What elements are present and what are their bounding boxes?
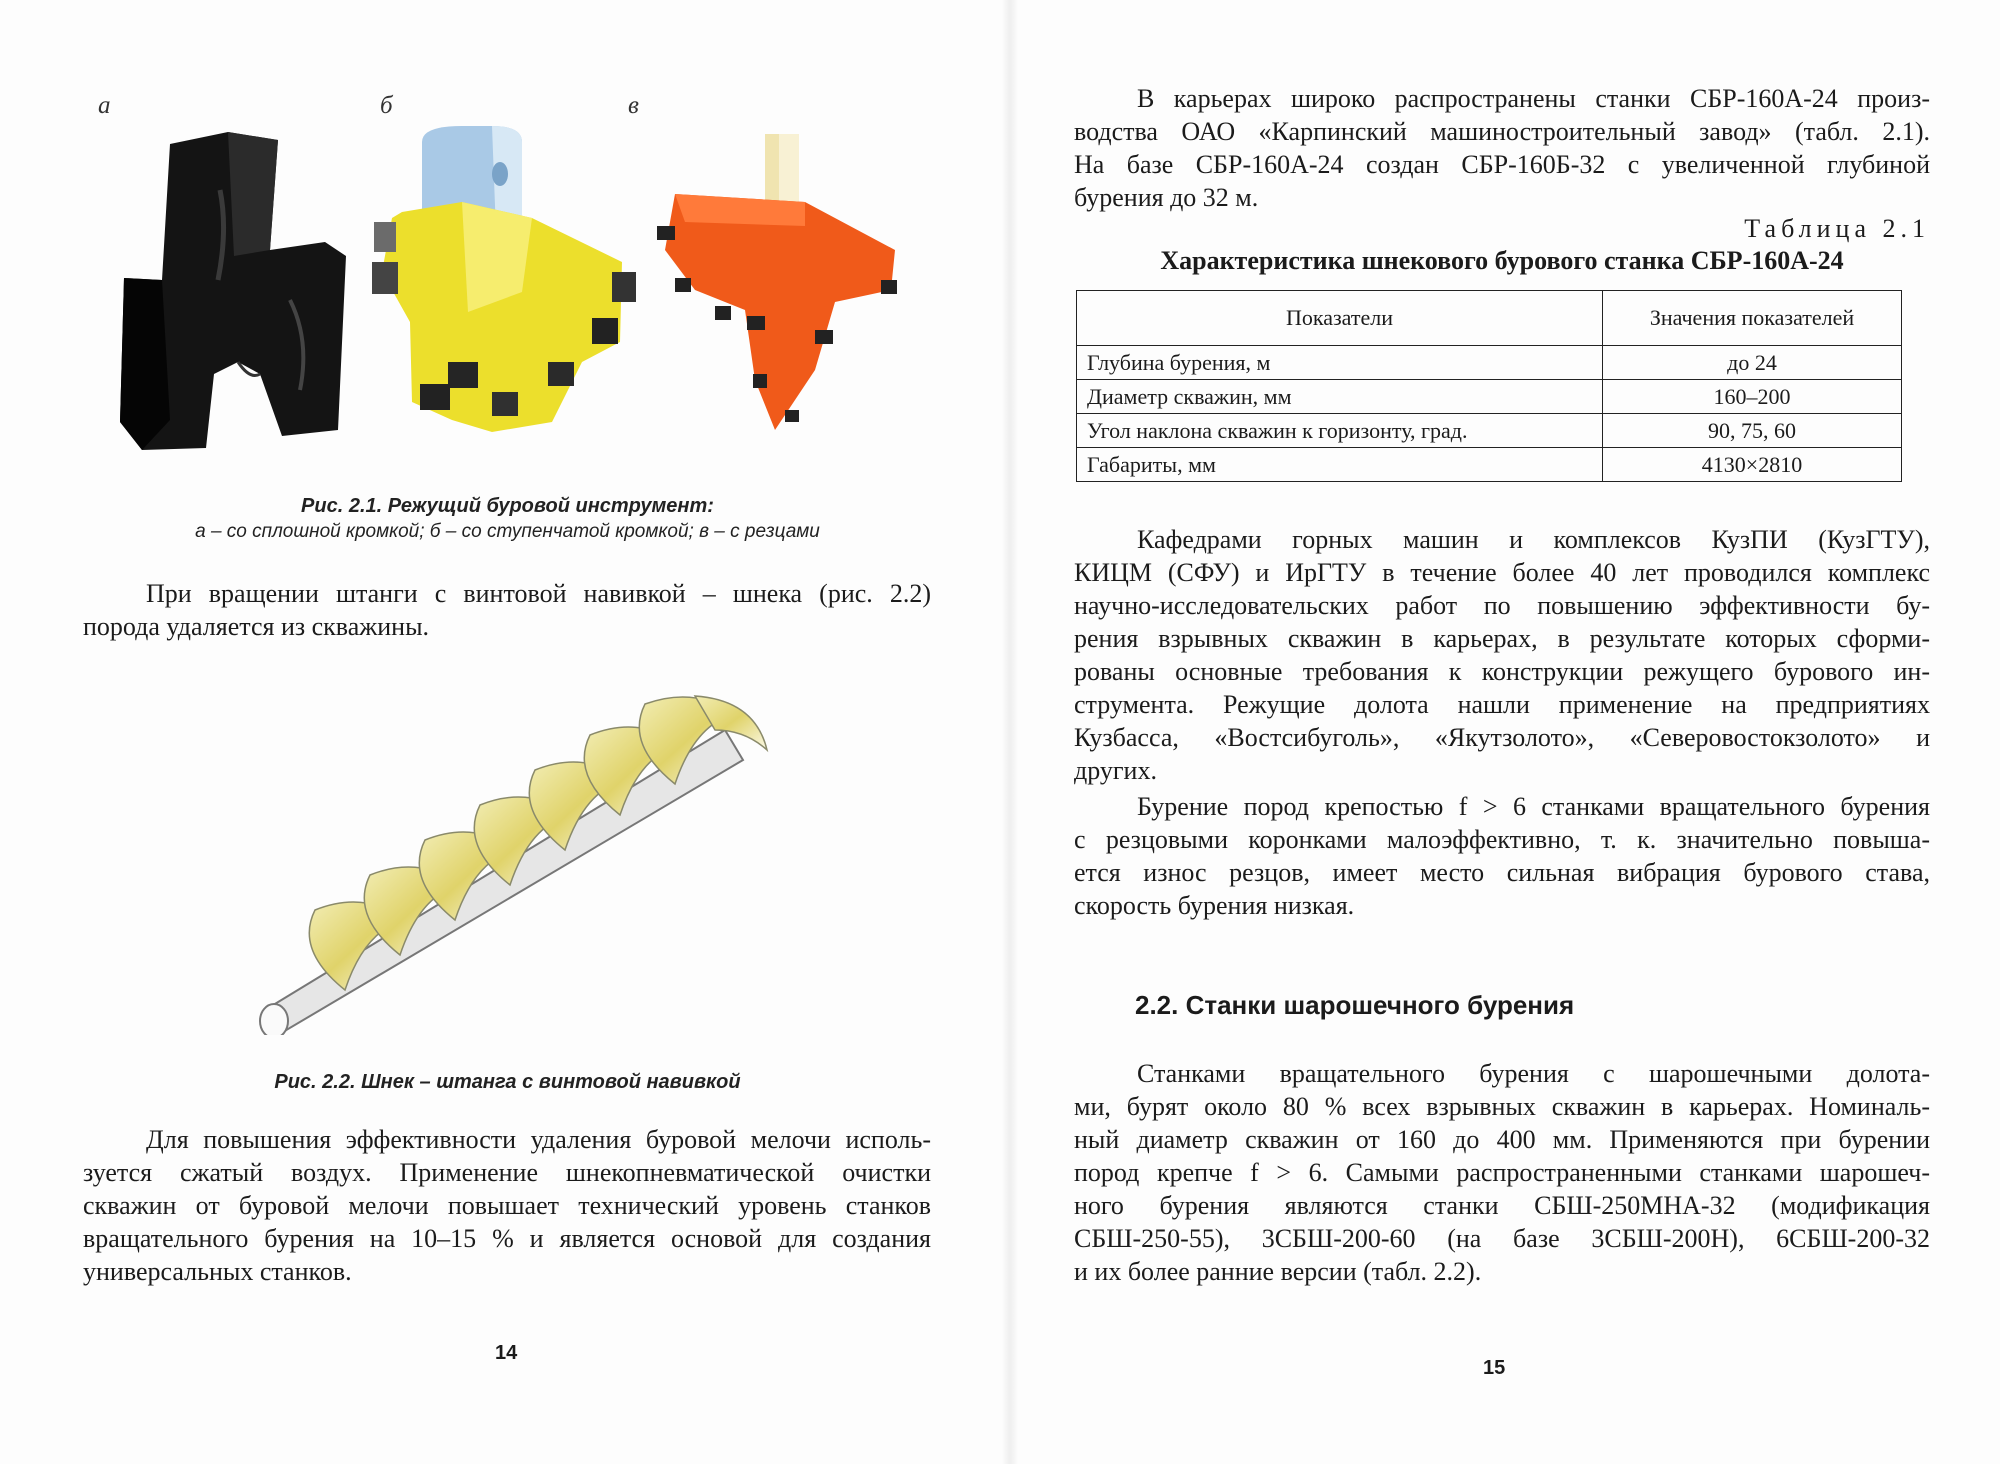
- table-header-row: [1077, 291, 1902, 346]
- right-paragraph-2: [1074, 523, 1930, 787]
- text-line: зуется сжатый воздух. Применение шнекопневматической очистки: [83, 1158, 931, 1187]
- text-line: вращательного бурения на 10–15 % и является основой для создания: [83, 1224, 931, 1253]
- text-line: пород крепче f > 6. Самыми распространенными станками шарошеч-: [1074, 1158, 1930, 1187]
- table-cell-parameter: Глубина бурения, м: [1077, 346, 1603, 380]
- right-paragraph-3: [1074, 790, 1930, 922]
- table-cell-parameter: Габариты, мм: [1077, 448, 1603, 482]
- text-line: Для повышения эффективности удаления буровой мелочи исполь-: [146, 1125, 931, 1154]
- table-cell-parameter: Угол наклона скважин к горизонту, град.: [1077, 414, 1603, 448]
- text-line: порода удаляется из скважины.: [83, 612, 430, 641]
- page-number-right: 15: [1483, 1357, 1506, 1379]
- right-page: [1010, 0, 2000, 1464]
- text-line: рованы основные требования к конструкции режущего бурового ин-: [1074, 657, 1930, 686]
- text-line: В карьерах широко распространены станки СБР-160А-24 произ-: [1137, 84, 1930, 113]
- text-line: Бурение пород крепостью f > 6 станками вращательного бурения: [1137, 792, 1930, 821]
- table-row: [1077, 380, 1902, 414]
- right-paragraph-4: [1074, 1057, 1930, 1288]
- text-line: ного бурения являются станки СБШ-250МНА-32 (модификация: [1074, 1191, 1930, 1220]
- table-header-cell: Показатели: [1077, 291, 1603, 346]
- text-line: рения взрывных скважин в карьерах, в результате которых сформи-: [1074, 624, 1930, 653]
- drill-bit-solid-edge-image: [110, 130, 350, 450]
- text-line: научно-исследовательских работ по повышению эффективности бу-: [1074, 591, 1930, 620]
- text-line: и их более ранние версии (табл. 2.2).: [1074, 1257, 1482, 1286]
- figure-2-1-caption: [80, 495, 935, 543]
- left-paragraph-2: [83, 1123, 931, 1288]
- text-line: Станками вращательного бурения с шарошечными долота-: [1137, 1059, 1930, 1088]
- specification-table: [1076, 290, 1902, 482]
- text-line: Кафедрами горных машин и комплексов КузПИ (КузГТУ),: [1137, 525, 1930, 554]
- drill-bit-with-cutters-image: [655, 130, 915, 430]
- right-paragraph-1: [1074, 82, 1930, 214]
- table-cell-value: до 24: [1603, 346, 1902, 380]
- figure-label-v: в: [628, 92, 639, 119]
- figure-2-2-caption-text: Рис. 2.2. Шнек – штанга с винтовой навивкой: [274, 1071, 741, 1093]
- figure-label-a: а: [98, 92, 111, 119]
- text-line: СБШ-250-55), 3СБШ-200-60 (на базе 3СБШ-200Н), 6СБШ-200-32: [1074, 1224, 1930, 1253]
- text-line: Кузбасса, «Востсибуголь», «Якутзолото», «Северовостокзолото» и: [1074, 723, 1930, 752]
- text-line: бурения до 32 м.: [1074, 183, 1259, 212]
- table-cell-value: 160–200: [1603, 380, 1902, 414]
- table-label: Таблица 2.1: [1744, 214, 1930, 243]
- text-line: ми, бурят около 80 % всех взрывных скважин в карьерах. Номиналь-: [1074, 1092, 1930, 1121]
- text-line: с резцовыми коронками малоэффективно, т. к. значительно повыша-: [1074, 825, 1930, 854]
- figure-2-1-caption-title: Рис. 2.1. Режущий буровой инструмент:: [301, 495, 714, 517]
- table-row: [1077, 448, 1902, 482]
- table-row: [1077, 346, 1902, 380]
- figure-label-b: б: [380, 92, 393, 119]
- text-line: ный диаметр скважин от 160 до 400 мм. Применяются при бурении: [1074, 1125, 1930, 1154]
- table-cell-value: 4130×2810: [1603, 448, 1902, 482]
- text-line: КИЦМ (СФУ) и ИрГТУ в течение более 40 лет проводился комплекс: [1074, 558, 1930, 587]
- drill-bit-stepped-edge-image: [372, 122, 642, 442]
- section-heading: 2.2. Станки шарошечного бурения: [1135, 990, 1575, 1020]
- text-line: универсальных станков.: [83, 1257, 352, 1286]
- text-line: При вращении штанги с винтовой навивкой – шнека (рис. 2.2): [146, 579, 931, 608]
- left-paragraph-1: [83, 577, 931, 643]
- page-number-left: 14: [495, 1342, 518, 1364]
- table-row: [1077, 414, 1902, 448]
- text-line: водства ОАО «Карпинский машиностроительный завод» (табл. 2.1).: [1074, 117, 1930, 146]
- figure-2-1-caption-sub: а – со сплошной кромкой; б – со ступенчатой кромкой; в – с резцами: [195, 521, 820, 542]
- text-line: скорость бурения низкая.: [1074, 891, 1355, 920]
- auger-screw-image: [255, 690, 775, 1035]
- text-line: На базе СБР-160А-24 создан СБР-160Б-32 с увеличенной глубиной: [1074, 150, 1930, 179]
- table-cell-parameter: Диаметр скважин, мм: [1077, 380, 1603, 414]
- figure-2-2-caption: [80, 1071, 935, 1094]
- table-header-cell: Значения показателей: [1603, 291, 1902, 346]
- text-line: ется износ резцов, имеет место сильная вибрация бурового става,: [1074, 858, 1930, 887]
- text-line: струмента. Режущие долота нашли применение на предприятиях: [1074, 690, 1930, 719]
- text-line: других.: [1074, 756, 1157, 785]
- table-title: Характеристика шнекового бурового станка СБР-160А-24: [1160, 246, 1844, 275]
- text-line: скважин от буровой мелочи повышает технический уровень станков: [83, 1191, 931, 1220]
- table-cell-value: 90, 75, 60: [1603, 414, 1902, 448]
